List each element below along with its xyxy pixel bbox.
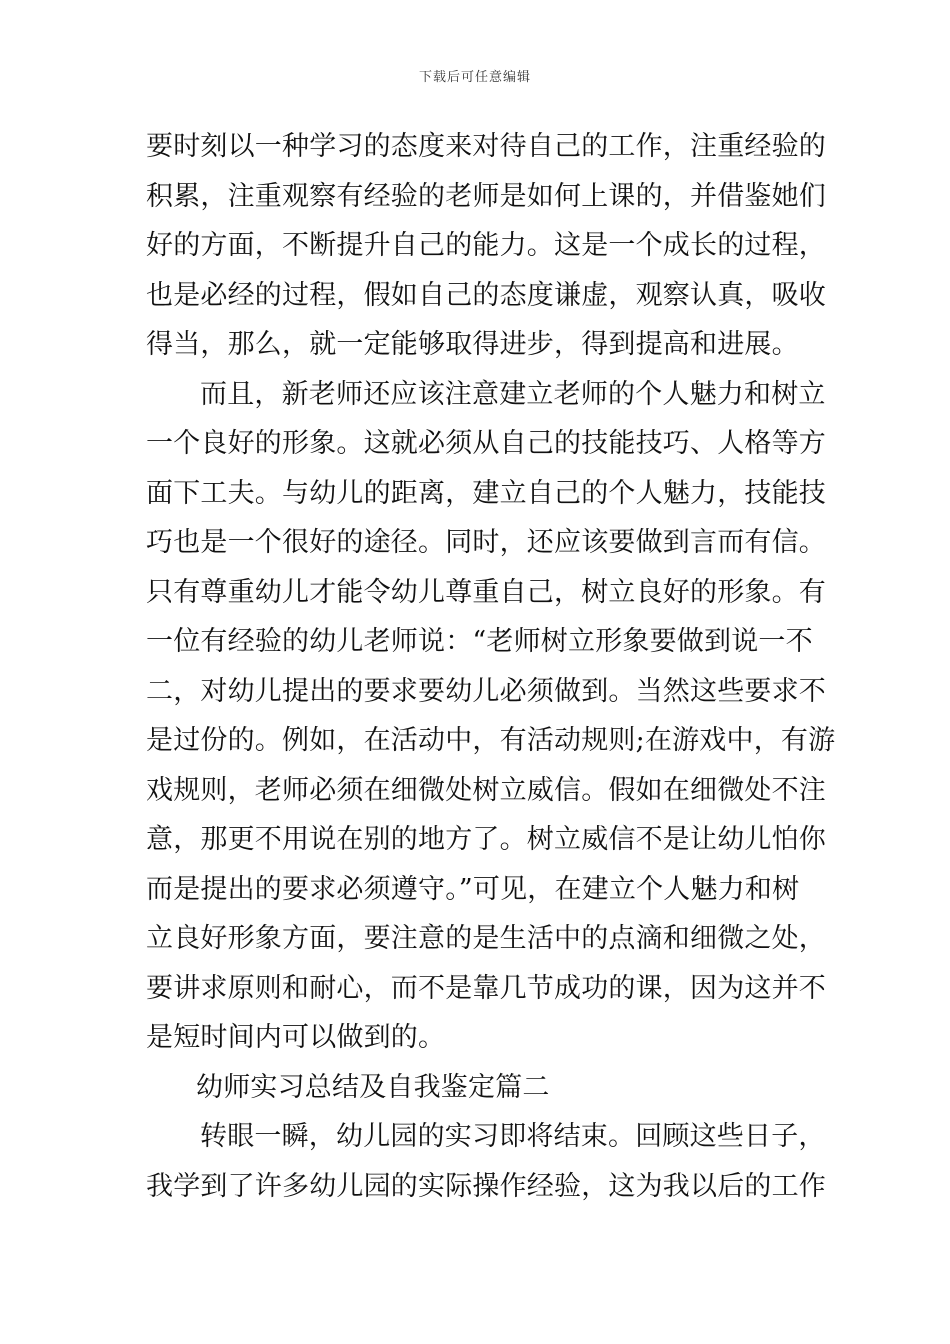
text-line: 只有尊重幼儿才能令幼儿尊重自己，树立良好的形象。有 [146,576,826,608]
text-line: 是过份的。例如，在活动中，有活动规则;在游戏中，有游 [146,725,836,756]
paragraph-start-line: 而且，新老师还应该注意建立老师的个人魅力和树立 [200,378,826,410]
text-line: 立良好形象方面，要注意的是生活中的点滴和细微之处， [146,923,826,954]
text-line: 我学到了许多幼儿园的实际操作经验，这为我以后的工作 [146,1170,826,1202]
text-line: 巧也是一个很好的途径。同时，还应该要做到言而有信。 [146,527,826,558]
text-line: 一位有经验的幼儿老师说：“老师树立形象要做到说一不 [146,626,813,657]
text-line: 是短时间内可以做到的。 [146,1022,446,1053]
text-line: 意，那更不用说在别的地方了。树立威信不是让幼儿怕你 [146,824,826,855]
body-text [146,122,836,1211]
text-line: 而是提出的要求必须遵守。”可见，在建立个人魅力和树 [146,873,800,905]
text-line: 要讲求原则和耐心，而不是靠几节成功的课，因为这并不 [146,972,826,1004]
text-line: 好的方面，不断提升自己的能力。这是一个成长的过程， [146,230,826,261]
text-line: 二，对幼儿提出的要求要幼儿必须做到。当然这些要求不 [146,675,826,707]
header-note: 下载后可任意编辑 [418,70,531,85]
text-line: 要时刻以一种学习的态度来对待自己的工作，注重经验的 [146,131,826,162]
text-line: 面下工夫。与幼儿的距离，建立自己的个人魅力，技能技 [146,477,826,509]
text-line: 也是必经的过程，假如自己的态度谦虚，观察认真，吸收 [146,279,826,311]
text-line: 得当，那么，就一定能够取得进步，得到提高和进展。 [146,329,799,360]
section-heading: 幼师实习总结及自我鉴定篇二 [196,1071,550,1103]
text-line: 戏规则，老师必须在细微处树立威信。假如在细微处不注 [146,774,826,806]
text-line: 积累，注重观察有经验的老师是如何上课的，并借鉴她们 [146,180,826,212]
text-line: 一个良好的形象。这就必须从自己的技能技巧、人格等方 [146,428,826,459]
paragraph-start-line: 转眼一瞬，幼儿园的实习即将结束。回顾这些日子， [200,1121,826,1152]
